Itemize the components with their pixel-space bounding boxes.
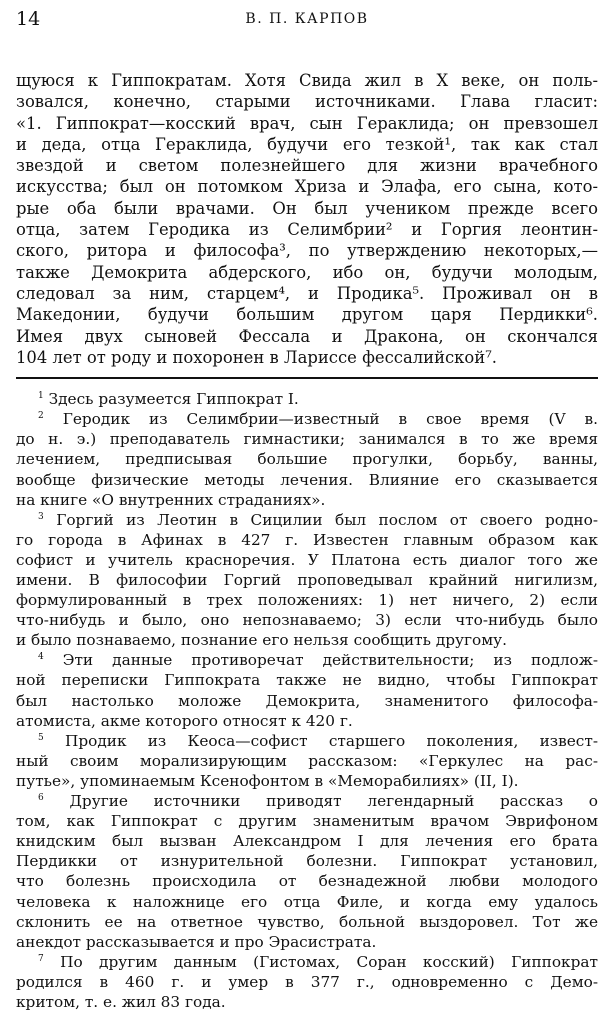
footnote-text: Здесь разумеется Гиппократ I. <box>48 390 299 409</box>
footnote-text: критом, т. е. жил 83 года. <box>16 992 226 1011</box>
footnote-line <box>16 550 598 570</box>
footnote-line <box>16 470 598 490</box>
footnote-line <box>16 630 598 650</box>
footnote-text: и было познаваемо, познание его нельзя сообщить другому. <box>16 631 508 650</box>
footnote-line <box>16 590 598 610</box>
main-text-line: и деда, отца Гераклида, будучи его тезкой¹, так как стал <box>16 134 598 154</box>
main-text-line: звездой и светом полезнейшего для жизни врачебного <box>16 156 598 176</box>
footnote-marker: 6 <box>38 793 44 804</box>
footnote-line <box>16 892 598 912</box>
footnote <box>16 791 598 952</box>
footnote-line <box>16 610 598 630</box>
footnote <box>16 510 598 651</box>
footnote-line <box>16 751 598 771</box>
footnote-line <box>16 992 598 1012</box>
footnote-first-line <box>16 952 598 972</box>
footnote-text: Продик из Кеоса—софист старшего поколения, извест- <box>64 731 598 750</box>
footnote-first-line <box>16 409 598 429</box>
footnote-first-line <box>16 650 598 670</box>
main-text-line: искусства; был он потомком Хриза и Элафа, его сына, кото- <box>16 177 598 197</box>
main-text-line: щуюся к Гиппократам. Хотя Свида жил в X веке, он поль- <box>16 71 598 90</box>
footnote-text: что-нибудь и было, оно непознаваемо; 3) если что-нибудь было <box>16 611 598 630</box>
footnote-text: лечением, предписывая большие прогулки, борьбу, ванны, <box>16 450 598 469</box>
footnote-text: на книге «О внутренних страданиях». <box>16 490 326 509</box>
main-text-line: отца, затем Геродика из Селимбрии² и Горгия леонтин- <box>16 220 598 240</box>
footnote-text: По другим данным (Гистомах, Соран косский) Гиппократ <box>60 952 598 971</box>
running-head: В. П. КАРПОВ <box>245 11 369 27</box>
footnote-line <box>16 831 598 851</box>
footnote-line <box>16 490 598 510</box>
footnote-line <box>16 972 598 992</box>
footnote <box>16 650 598 730</box>
footnote-text: путье», упоминаемым Ксенофонтом в «Меморабилиях» (II, I). <box>16 771 519 790</box>
main-text-line: также Демокрита абдерского, ибо он, будучи молодым, <box>16 262 598 282</box>
footnote-marker: 5 <box>38 732 44 743</box>
footnote-line <box>16 691 598 711</box>
footnote-marker: 1 <box>38 391 44 402</box>
footnote-text: ный своим морализирующим рассказом: «Геркулес на рас- <box>16 751 598 770</box>
footnote-line <box>16 429 598 449</box>
footnote-text: том, как Гиппократ с другим знаменитым врачом Эврифоном <box>16 812 598 831</box>
footnote-text: Эти данные противоречат действительности; из подлож- <box>62 651 598 670</box>
footnote-line <box>16 811 598 831</box>
main-text-line: Македонии, будучи большим другом царя Пердикки⁶. <box>16 305 598 325</box>
footnote-line <box>16 530 598 550</box>
main-text-line: следовал за ним, старцем⁴, и Продика⁵. Проживал он в <box>16 283 598 303</box>
footnote-text: до н. э.) преподаватель гимнастики; занимался в то же время <box>16 430 598 449</box>
footnote-line <box>16 851 598 871</box>
footnote-line <box>16 711 598 731</box>
footnote <box>16 952 598 1012</box>
main-text-line: «1. Гиппократ—косский врач, сын Гераклида; он превзошел <box>16 113 598 133</box>
footnote-first-line <box>16 510 598 530</box>
footnote-text: ной переписки Гиппократа также не видно, чтобы Гиппократ <box>16 671 598 690</box>
footnote-text: имени. В философии Горгий проповедывал крайний нигилизм, <box>16 571 598 589</box>
footnote-text: Геродик из Селимбрии—известный в свое время (V в. <box>62 410 598 429</box>
main-text-line: 104 лет от роду и похоронен в Лариссе фессалийской⁷. <box>16 347 497 367</box>
footnote-text: что болезнь происходила от безнадежной любви молодого <box>16 872 598 891</box>
main-text-line: ского, ритора и философа³, по утверждению некоторых,— <box>16 241 598 261</box>
footnote-text: человека к наложнице его отца Филе, и когда ему удалось <box>16 892 598 911</box>
footnote-text: Пердикки от изнурительной болезни. Гиппократ установил, <box>16 852 598 871</box>
footnote-line <box>16 670 598 690</box>
footnotes <box>16 389 598 1012</box>
footnote-line <box>16 912 598 932</box>
footnote <box>16 731 598 791</box>
footnote-text: Другие источники приводят легендарный рассказ о <box>69 792 598 811</box>
main-text-line: рые оба были врачами. Он был учеником прежде всего <box>16 198 598 218</box>
footnote-first-line <box>16 389 598 409</box>
footnote <box>16 409 598 509</box>
footnote-text: был настолько моложе Демокрита, знаменитого философа- <box>16 691 598 710</box>
footnote <box>16 389 598 409</box>
footnote-marker: 7 <box>38 953 44 964</box>
footnote-first-line <box>16 791 598 811</box>
footnote-text: го города в Афинах в 427 г. Известен главным образом как <box>16 530 598 549</box>
footnote-text: атомиста, акме которого относят к 420 г. <box>16 711 353 730</box>
footnote-text: формулированный в трех положениях: 1) нет ничего, 2) если <box>16 591 598 610</box>
main-text-line: Имея двух сыновей Фессала и Дракона, он скончался <box>16 326 598 346</box>
footnote-text: вообще физические методы лечения. Влияние его сказывается <box>16 470 598 489</box>
main-text <box>16 70 598 368</box>
footnote-text: родился в 460 г. и умер в 377 г., одновременно с Демо- <box>16 972 598 991</box>
footnote-line <box>16 871 598 891</box>
footnote-text: Горгий из Леотин в Сицилии был послом от своего родно- <box>56 510 598 529</box>
footnote-marker: 3 <box>38 511 44 522</box>
footnote-text: книдским был вызван Александром I для лечения его брата <box>16 832 598 851</box>
footnote-marker: 2 <box>38 411 44 422</box>
page-header <box>16 6 598 36</box>
footnote-first-line <box>16 731 598 751</box>
book-page <box>16 6 598 1012</box>
footnote-line <box>16 932 598 952</box>
footnote-text: софист и учитель красноречия. У Платона есть диалог того же <box>16 550 598 569</box>
footnote-line <box>16 771 598 791</box>
page-number: 14 <box>16 8 41 30</box>
footnote-line <box>16 449 598 469</box>
footnote-separator <box>16 377 598 379</box>
footnote-text: анекдот рассказывается и про Эрасистрата. <box>16 932 377 951</box>
footnote-marker: 4 <box>38 652 44 663</box>
footnote-text: склонить ее на ответное чувство, больной выздоровел. Тот же <box>16 912 598 931</box>
main-text-line: зовался, конечно, старыми источниками. Глава гласит: <box>16 92 598 112</box>
footnote-line <box>16 570 598 590</box>
